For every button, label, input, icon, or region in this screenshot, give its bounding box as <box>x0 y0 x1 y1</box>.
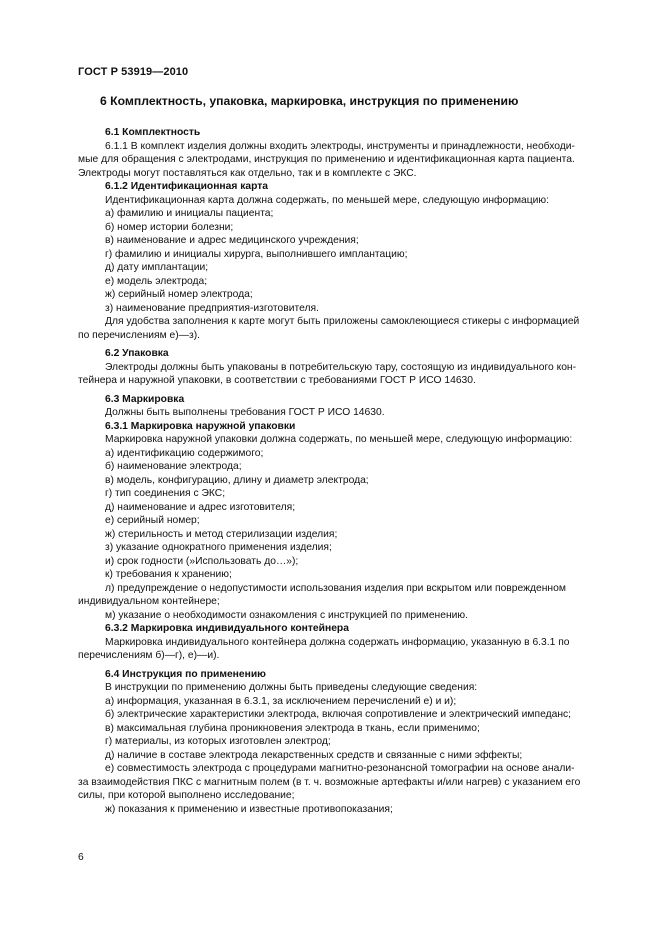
list-item: к) требования к хранению; <box>105 569 232 580</box>
container-marking-line: перечислениям б)—г), е)—и). <box>78 650 220 661</box>
section-title: 6 Комплектность, упаковка, маркировка, инструкция по применению <box>100 94 519 108</box>
list-item: в) модель, конфигурацию, длину и диаметр электрода; <box>105 474 369 486</box>
heading-6-3: 6.3 Маркировка <box>105 393 185 405</box>
list-item: д) наличие в составе электрода лекарственных средств и связанные с ними эффекты; <box>105 749 523 761</box>
list-item-line: е) совместимость электрода с процедурами магнитно-резонансной томографии на основе анали- <box>105 763 575 774</box>
list-item: е) модель электрода; <box>105 275 208 287</box>
list-item: м) указание о необходимости ознакомления с инструкцией по применению. <box>105 609 468 621</box>
heading-6-3-1: 6.3.1 Маркировка наружной упаковки <box>105 420 296 432</box>
list-item: г) тип соединения с ЭКС; <box>105 488 226 499</box>
list-item-line: л) предупреждение о недопустимости использования изделия при вскрытом или поврежденном <box>105 582 566 594</box>
list-item: ж) стерильность и метод стерилизации изделия; <box>105 528 338 540</box>
packaging-line: тейнера и наружной упаковки, в соответствии с требованиями ГОСТ Р ИСО 14630. <box>78 375 476 386</box>
page-number: 6 <box>78 852 84 863</box>
heading-6-4: 6.4 Инструкция по применению <box>105 668 266 680</box>
outer-marking-intro: Маркировка наружной упаковки должна содержать, по меньшей мере, следующую информацию: <box>105 434 573 445</box>
list-item-line: силы, при которой выполнено исследование; <box>78 790 295 801</box>
list-item: ж) показания к применению и известные противопоказания; <box>105 803 393 815</box>
list-item: б) электрические характеристики электрода, включая сопротивление и электрический импеданс; <box>105 709 572 720</box>
standard-header: ГОСТ Р 53919—2010 <box>78 66 189 78</box>
instructions-intro: В инструкции по применению должны быть приведены следующие сведения: <box>105 682 478 693</box>
list-item: а) информация, указанная в 6.3.1, за исключением перечислений е) и и); <box>105 695 457 707</box>
list-item: б) наименование электрода; <box>105 461 242 472</box>
list-item: д) дату имплантации; <box>105 262 209 273</box>
list-item: в) максимальная глубина проникновения электрода в ткань, если применимо; <box>105 722 480 734</box>
list-item: а) идентификацию содержимого; <box>105 447 264 459</box>
paragraph-6-1-1-line: Электроды могут поставляться как отдельно, так и в комплекте с ЭКС. <box>78 167 417 179</box>
heading-6-2: 6.2 Упаковка <box>105 348 169 359</box>
packaging-line: Электроды должны быть упакованы в потребительскую тару, состоящую из индивидуального кон- <box>105 361 577 373</box>
page-content <box>78 126 613 816</box>
list-item: з) наименование предприятия-изготовителя. <box>105 302 319 314</box>
list-item: д) наименование и адрес изготовителя; <box>105 501 296 513</box>
list-item: е) серийный номер; <box>105 515 200 526</box>
heading-6-3-2: 6.3.2 Маркировка индивидуального контейнера <box>105 623 349 634</box>
list-item: з) указание однократного применения изделия; <box>105 542 332 553</box>
marking-text: Должны быть выполнены требования ГОСТ Р ИСО 14630. <box>105 407 385 418</box>
id-card-note-line: Для удобства заполнения к карте могут быть приложены самоклеющиеся стикеры с информацией <box>105 316 580 327</box>
list-item: а) фамилию и инициалы пациента; <box>105 208 274 219</box>
paragraph-6-1-1-line: мые для обращения с электродами, инструкция по применению и идентификационная карта пациента. <box>78 154 575 165</box>
paragraph-6-1-1-line: 6.1.1 В комплект изделия должны входить электроды, инструменты и принадлежности, необходи- <box>105 140 575 152</box>
list-item: и) срок годности (»Использовать до…»); <box>105 555 299 567</box>
heading-6-1: 6.1 Комплектность <box>105 127 201 138</box>
list-item-line: индивидуальном контейнере; <box>78 596 220 607</box>
id-card-note-line: по перечислениям е)—з). <box>78 329 200 341</box>
list-item: ж) серийный номер электрода; <box>105 289 253 300</box>
id-card-intro: Идентификационная карта должна содержать, по меньшей мере, следующую информацию: <box>105 194 549 206</box>
list-item: г) фамилию и инициалы хирурга, выполнившего имплантацию; <box>105 248 408 260</box>
list-item: г) материалы, из которых изготовлен электрод; <box>105 736 331 747</box>
list-item: б) номер истории болезни; <box>105 221 234 233</box>
list-item-line: за взаимодействия ПКС с магнитным полем (в т. ч. возможные артефакты и/или нагрев) с указанием его <box>78 776 581 788</box>
list-item: в) наименование и адрес медицинского учреждения; <box>105 235 359 246</box>
heading-6-1-2: 6.1.2 Идентификационная карта <box>105 181 269 192</box>
container-marking-line: Маркировка индивидуального контейнера должна содержать информацию, указанную в 6.3.1 по <box>105 636 570 648</box>
